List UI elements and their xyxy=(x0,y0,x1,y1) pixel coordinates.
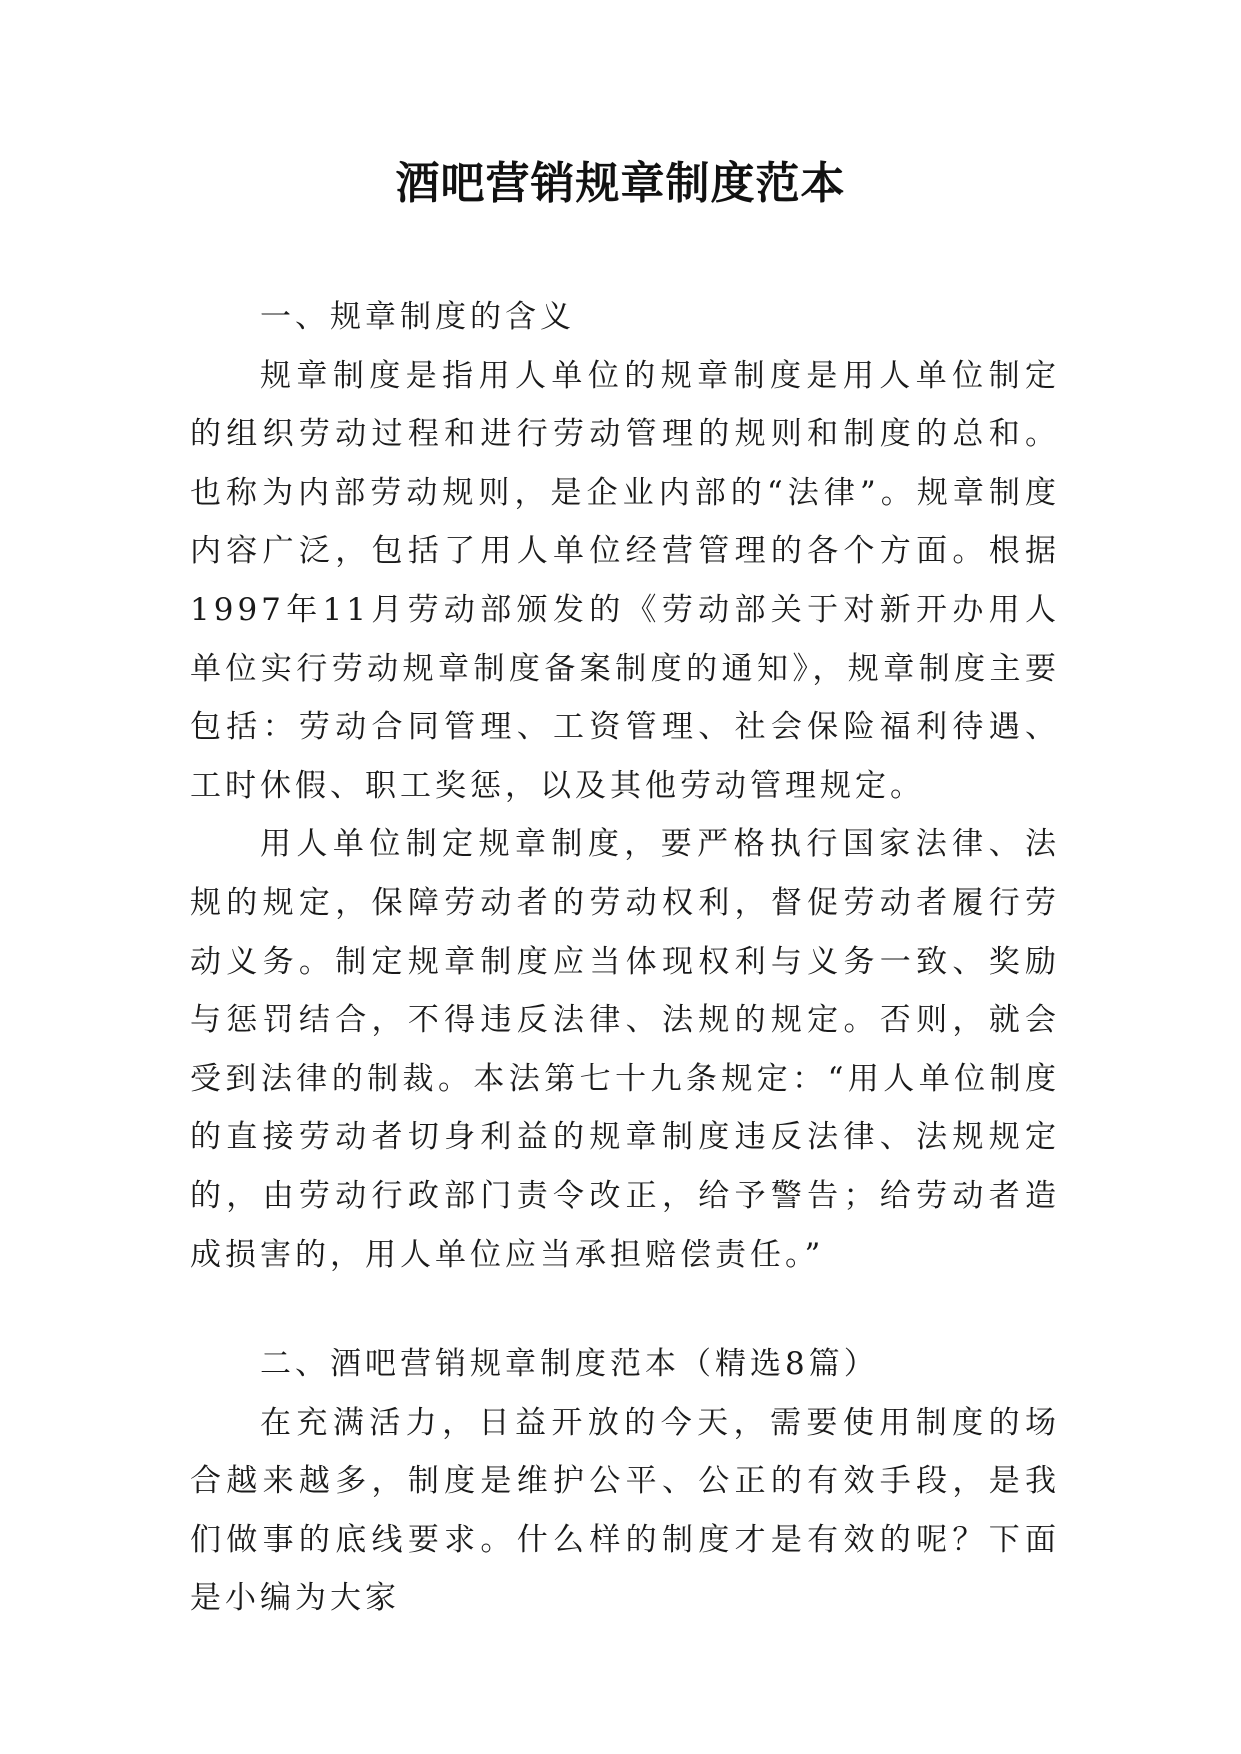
section-1-heading: 一、规章制度的含义 xyxy=(260,299,575,335)
document-title: 酒吧营销规章制度范本 xyxy=(395,158,846,209)
section-2-paragraph-1: 在充满活力，日益开放的今天，需要使用制度的场合越来越多，制度是维护公平、公正的有效手段，是我们做事的底线要求。什么样的制度才是有效的呢？下面是小编为大家 xyxy=(190,1404,1060,1617)
section-2-heading: 二、酒吧营销规章制度范本（精选8篇） xyxy=(260,1346,879,1382)
section-1-paragraph-1: 规章制度是指用人单位的规章制度是用人单位制定的组织劳动过程和进行劳动管理的规则和制度的总和。也称为内部劳动规则，是企业内部的“法律”。规章制度内容广泛，包括了用人单位经营管理的各个方面。根据1997年11月劳动部颁发的《劳动部关于对新开办用人单位实行劳动规章制度备案制度的通知》，规章制度主要包括：劳动合同管理、工资管理、社会保险福利待遇、工时休假、职工奖惩，以及其他劳动管理规定。 xyxy=(190,357,1060,804)
section-2 xyxy=(190,1335,1060,1628)
section-1 xyxy=(190,288,1060,1284)
section-1-paragraph-2: 用人单位制定规章制度，要严格执行国家法律、法规的规定，保障劳动者的劳动权利，督促劳动者履行劳动义务。制定规章制度应当体现权利与义务一致、奖励与惩罚结合，不得违反法律、法规的规定。否则，就会受到法律的制裁。本法第七十九条规定：“用人单位制度的直接劳动者切身利益的规章制度违反法律、法规规定的，由劳动行政部门责令改正，给予警告；给劳动者造成损害的，用人单位应当承担赔偿责任。” xyxy=(190,826,1060,1273)
